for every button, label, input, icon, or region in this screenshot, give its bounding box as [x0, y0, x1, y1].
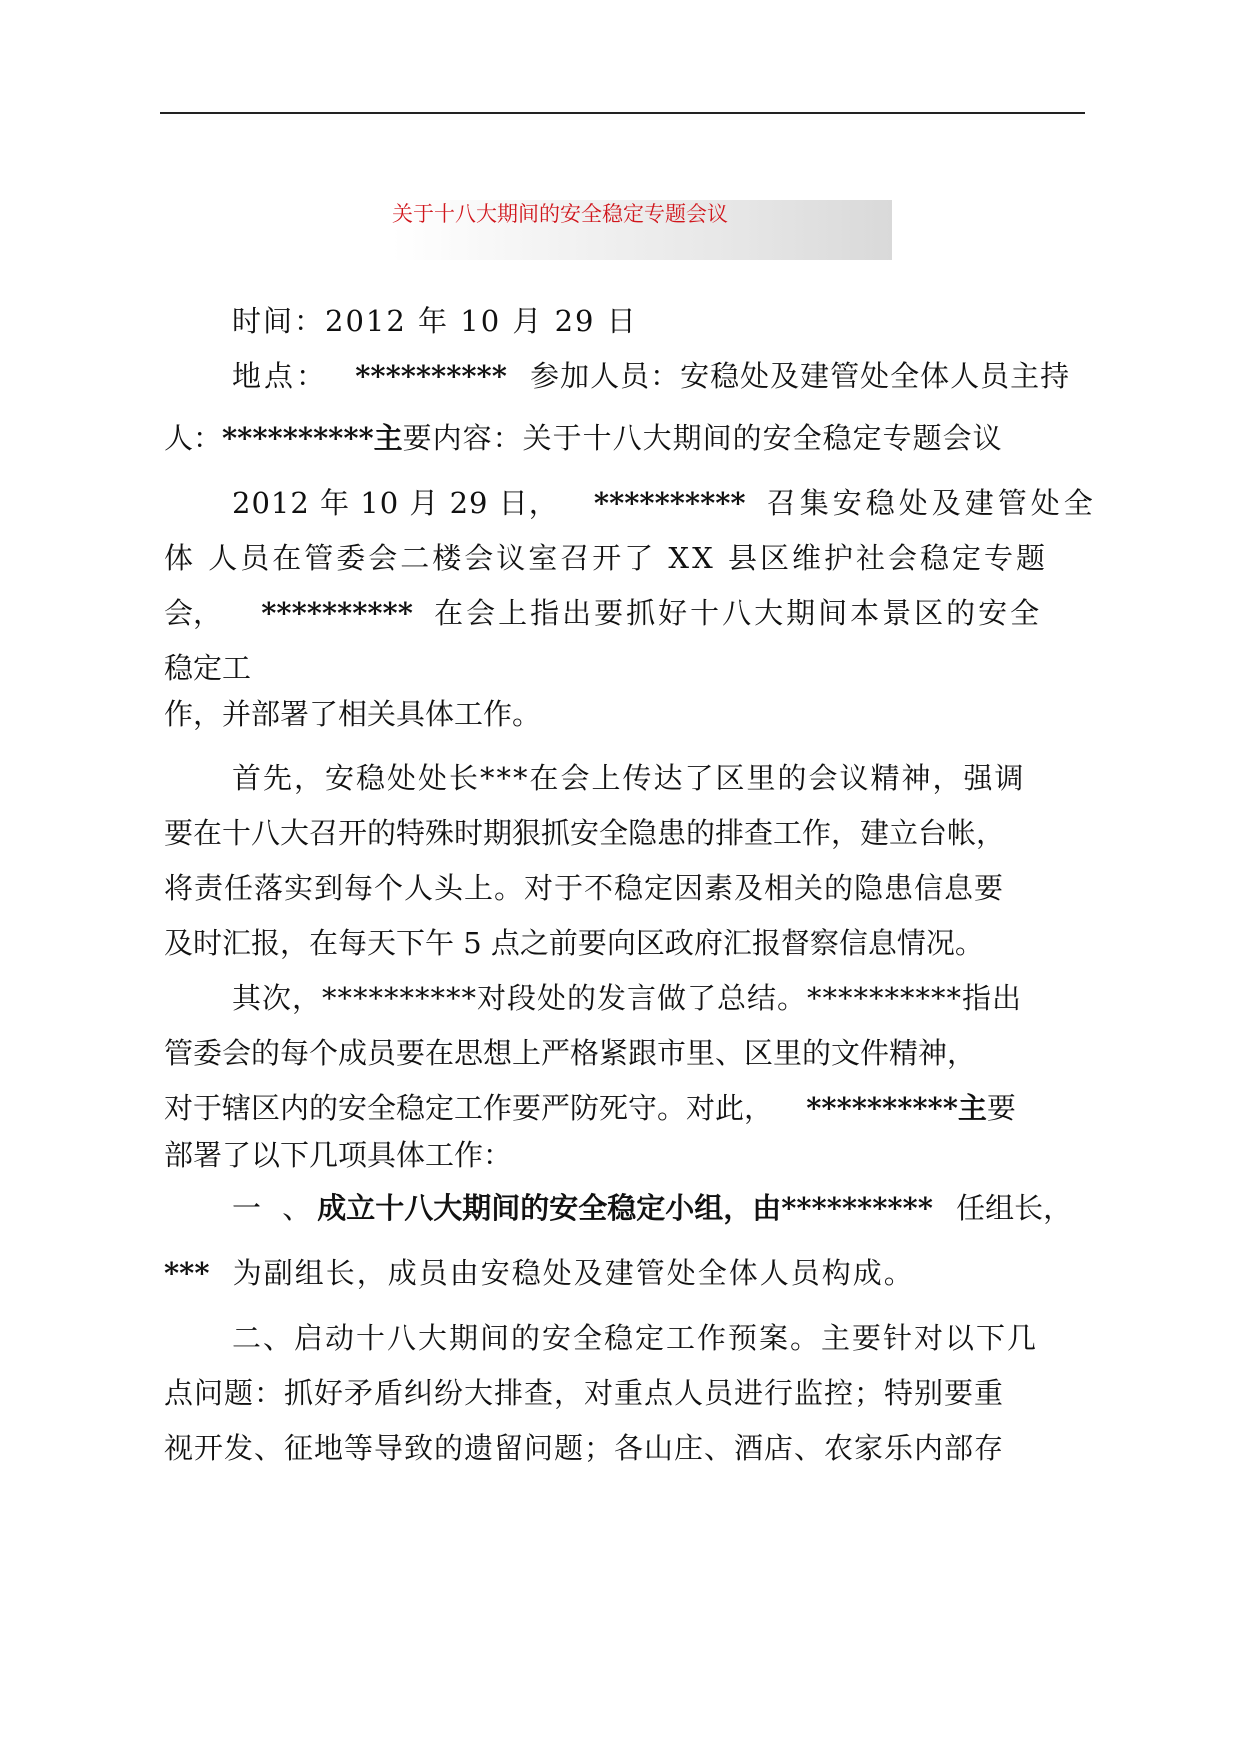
host-line — [164, 421, 1003, 455]
p4-number: 一 、 — [232, 1191, 318, 1225]
p2-line-4: 及时汇报，在每天下午 5 点之前要向区政府汇报督察信息情况。 — [164, 926, 984, 960]
host-prefix: 人： — [164, 421, 223, 455]
p4-line-2 — [164, 1256, 915, 1290]
attendees: 参加人员：安稳处及建管处全体人员主持 — [530, 359, 1071, 393]
header-rule — [160, 112, 1085, 114]
p5-line-3: 视开发、征地等导致的遗留问题；各山庄、酒店、农家乐内部存 — [164, 1431, 1005, 1465]
place-value: ********** — [355, 359, 507, 393]
p3-line-1: 其次，**********对段处的发言做了总结。**********指出 — [232, 981, 1023, 1015]
p2-line-2: 要在十八大召开的特殊时期狠抓安全隐患的排查工作，建立台帐， — [164, 816, 1006, 850]
p1-masked-name: ********** — [593, 486, 746, 520]
meeting-place-line — [232, 359, 1071, 393]
p3-line-2: 管委会的每个成员要在思想上严格紧跟市里、区里的文件精神， — [164, 1036, 977, 1070]
document-title: 关于十八大期间的安全稳定专题会议 — [392, 202, 728, 226]
host-value: **********主 — [222, 421, 403, 455]
p1-text: 召集安稳处及建管处全 — [766, 486, 1097, 520]
main-content: 要内容：关于十八大期间的安全稳定专题会议 — [402, 421, 1003, 455]
p1-line-5: 作，并部署了相关具体工作。 — [164, 697, 542, 731]
p2-line-3: 将责任落实到每个人头上。对于不稳定因素及相关的隐患信息要 — [164, 871, 1005, 905]
p3-text-a: 对于辖区内的安全稳定工作要严防死守。对此， — [164, 1091, 774, 1125]
p1-line-3 — [164, 596, 1043, 630]
p1-line-2: 体 人员在管委会二楼会议室召开了 XX 县区维护社会稳定专题 — [164, 541, 1048, 575]
p4-text: 任组长， — [956, 1191, 1073, 1225]
p1-masked-name-2: ********** — [261, 596, 413, 630]
p3-line-4: 部署了以下几项具体工作： — [164, 1138, 513, 1172]
place-label: 地点： — [232, 359, 329, 393]
p4-masked-name: *** — [164, 1256, 210, 1290]
p5-line-1: 二、启动十八大期间的安全稳定工作预案。主要针对以下几 — [232, 1321, 1039, 1355]
p4-heading: 成立十八大期间的安全稳定小组，由********** — [317, 1191, 933, 1225]
p1-line-1 — [232, 486, 1097, 520]
p1-date: 2012 年 10 月 29 日， — [232, 486, 559, 520]
p4-text-b: 为副组长，成员由安稳处及建管处全体人员构成。 — [232, 1256, 915, 1290]
p5-line-2: 点问题：抓好矛盾纠纷大排查，对重点人员进行监控；特别要重 — [164, 1376, 1005, 1410]
p3-masked-name: **********主 — [806, 1091, 987, 1125]
p3-text-b: 要 — [986, 1091, 1016, 1125]
p4-line-1 — [232, 1191, 1073, 1225]
meeting-time: 时间：2012 年 10 月 29 日 — [232, 304, 638, 338]
p3-line-3 — [164, 1091, 1016, 1125]
p2-line-1: 首先，安稳处处长***在会上传达了区里的会议精神，强调 — [232, 761, 1026, 795]
p1-line-4: 稳定工 — [164, 651, 252, 685]
p1-text-a: 会， — [164, 596, 223, 630]
p1-text-b: 在会上指出要抓好十八大期间本景区的安全 — [434, 596, 1043, 630]
